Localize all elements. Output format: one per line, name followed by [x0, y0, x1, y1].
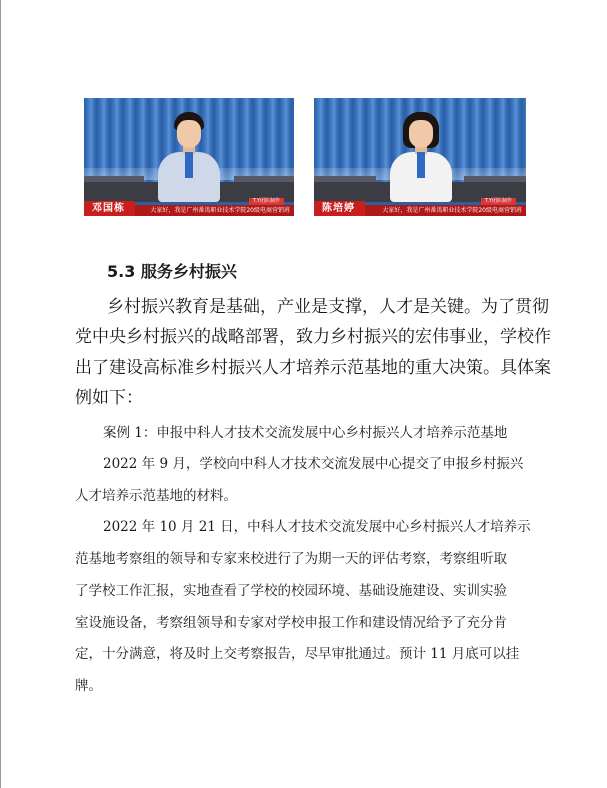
banner-caption: 大家好，我是广州番禺职业技术学院20级电商营销班 [150, 207, 290, 214]
paragraph-line: 室设施设备，考察组领导和专家对学校申报工作和建设情况给予了充分肯 [75, 615, 507, 631]
intro-line: 乡村振兴教育是基础，产业是支撑，人才是关键。为了贯彻 [107, 297, 549, 317]
banner-caption: 大家好，我是广州番禺职业技术学院20级电商营销班 [382, 207, 522, 214]
video-still-male-speaker [84, 98, 294, 216]
intro-line: 例如下： [75, 388, 143, 408]
speaker-figure [154, 112, 224, 202]
speaker-name-tag: 邓国栋 [84, 201, 135, 216]
lower-third-banner [314, 198, 526, 216]
lower-third-banner [84, 198, 294, 216]
paragraph-line: 定，十分满意，将及时上交考察报告，尽早审批通过。预计 11 月底可以挂 [75, 646, 520, 662]
intro-line: 党中央乡村振兴的战略部署，致力乡村振兴的宏伟事业，学校作 [75, 327, 551, 347]
page-edge [0, 0, 1, 788]
paragraph-line: 2022 年 10 月 21 日，中科人才技术交流发展中心乡村振兴人才培养示 [103, 519, 531, 535]
paragraph-line: 了学校工作汇报，实地查看了学校的校园环境、基础设施建设、实训实验 [75, 583, 507, 599]
paragraph-line: 范基地考察组的领导和专家来校进行了为期一天的评估考察，考察组听取 [75, 551, 507, 567]
speaker-name-tag: 陈培婷 [314, 201, 365, 216]
paragraph-line: 人才培养示范基地的材料。 [75, 488, 237, 504]
intro-line: 出了建设高标准乡村振兴人才培养示范基地的重大决策。具体案 [75, 358, 551, 378]
paragraph-line: 2022 年 9 月，学校向中科人才技术交流发展中心提交了申报乡村振兴 [103, 456, 524, 472]
speaker-figure [386, 112, 456, 202]
case-title: 案例 1：申报中科人才技术交流发展中心乡村振兴人才培养示范基地 [103, 425, 508, 441]
video-still-female-speaker [314, 98, 526, 216]
team-tag: T.Y团队制作 [249, 198, 284, 205]
section-heading: 5.3 服务乡村振兴 [107, 262, 237, 281]
team-tag: T.Y团队制作 [481, 198, 516, 205]
paragraph-line: 牌。 [75, 678, 102, 694]
